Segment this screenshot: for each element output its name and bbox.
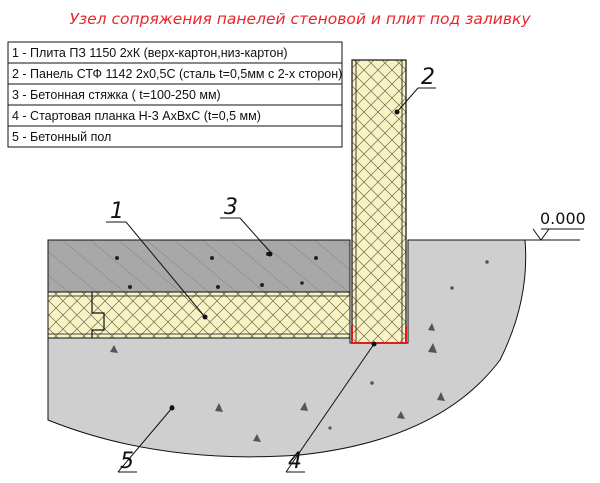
- floor-slab-panel: [48, 292, 350, 338]
- level-mark-label: 0.000: [540, 209, 586, 228]
- diagram-title: Узел сопряжения панелей стеновой и плит под заливку: [69, 10, 531, 28]
- legend-item-5: 5 - Бетонный пол: [12, 130, 112, 144]
- callout-2-label: 2: [421, 65, 435, 90]
- callout-4-label: 4: [288, 449, 302, 474]
- callout-5-label: 5: [120, 449, 134, 474]
- legend-table: [8, 42, 342, 147]
- legend-item-1: 1 - Плита ПЗ 1150 2хК (верх-картон,низ-картон): [12, 46, 288, 60]
- callout-3-label: 3: [224, 195, 238, 220]
- level-mark: [408, 209, 586, 240]
- legend-item-4: 4 - Стартовая планка Н-3 АхВхС (t=0,5 мм): [12, 109, 261, 123]
- legend-item-3: 3 - Бетонная стяжка ( t=100-250 мм): [12, 88, 221, 102]
- callout-1-label: 1: [110, 199, 124, 224]
- concrete-screed: [48, 240, 350, 292]
- legend-item-2: 2 - Панель СТФ 1142 2х0,5С (сталь t=0,5мм с 2-х сторон): [12, 67, 343, 81]
- wall-panel: [352, 60, 406, 343]
